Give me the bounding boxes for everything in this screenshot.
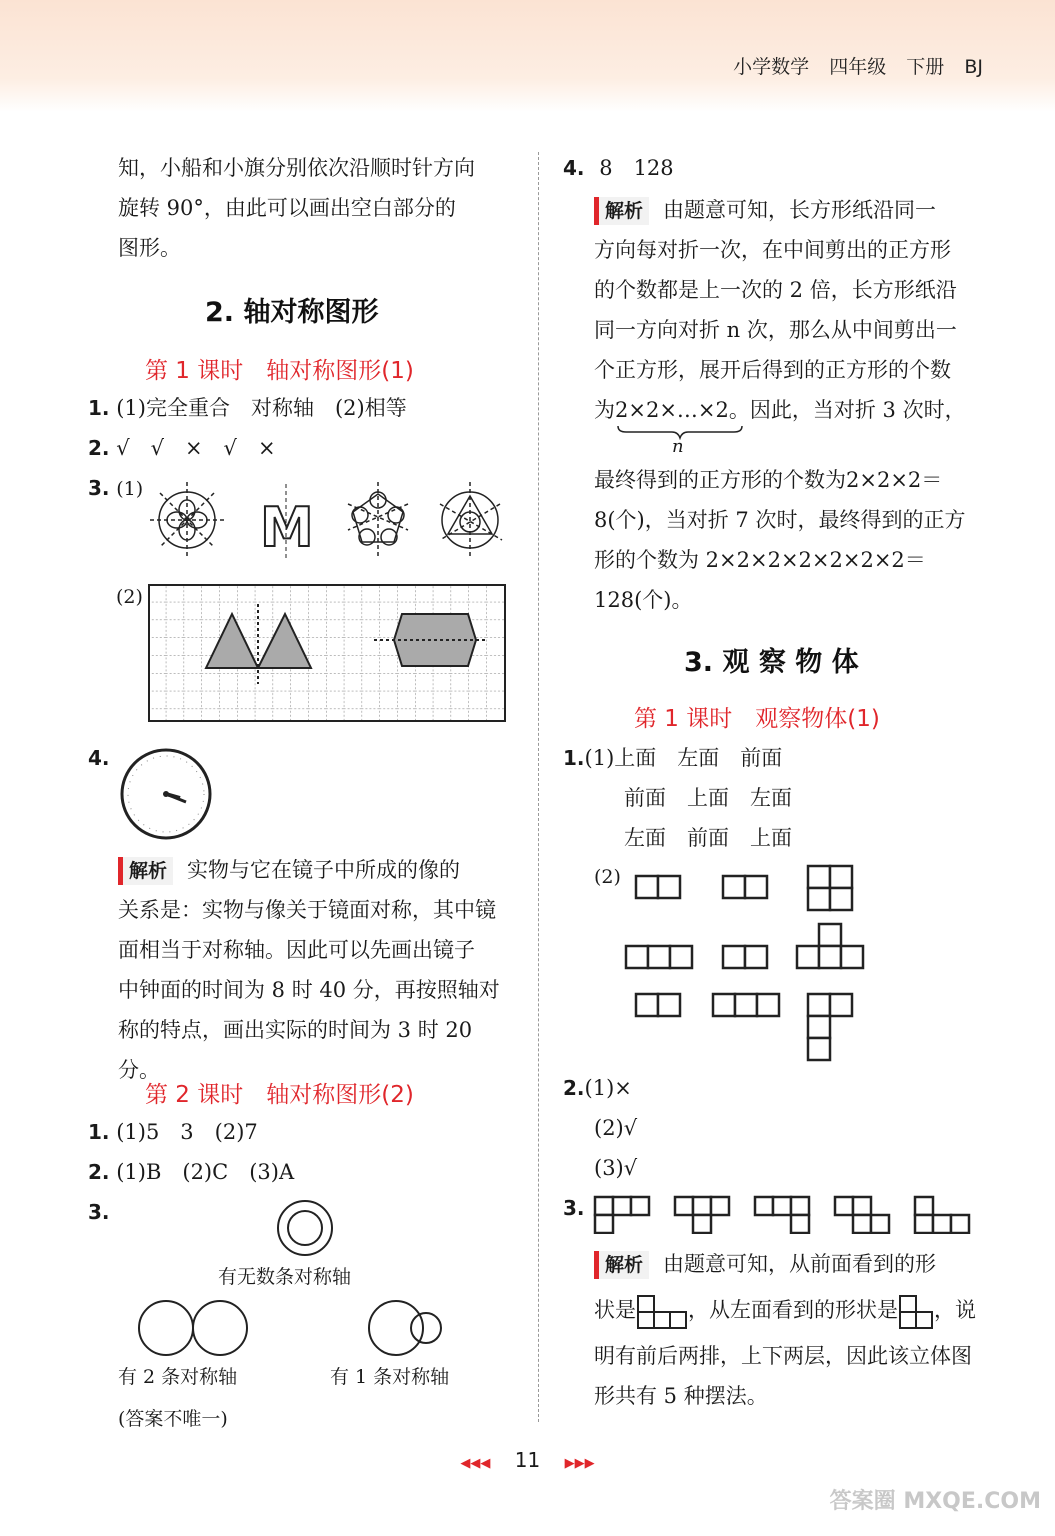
analysis-line: 方向每对折一次，在中间剪出的正方形: [594, 238, 951, 262]
brace-label: n: [672, 436, 684, 457]
caption-two: 有 2 条对称轴: [118, 1366, 238, 1388]
answer-row: (3)√: [594, 1156, 638, 1180]
answer-text: 8 128: [599, 156, 674, 180]
two-circles: [136, 1296, 252, 1360]
analysis-line: 个正方形，展开后得到的正方形的个数: [594, 358, 951, 382]
triangle-circle-figure: [440, 482, 502, 558]
analysis-text: ，从左面看到的形状是: [688, 1298, 898, 1322]
view-shapes: [620, 862, 880, 1062]
front-view-shape: [636, 1295, 688, 1329]
l2-question-1: [88, 1112, 258, 1152]
l2-question-3: [88, 1192, 110, 1232]
r-question-1: [563, 738, 782, 778]
formula: 2×2×…×2: [615, 398, 729, 422]
grid-figure: [148, 584, 508, 724]
question-number: 4.: [88, 746, 110, 770]
right-question-4: [563, 148, 674, 188]
question-number: 2.: [563, 1076, 585, 1100]
column-divider: [538, 152, 539, 1422]
analysis-line: 面相当于对称轴。因此可以先画出镜子: [118, 938, 475, 962]
answer-text: (1)5 3 (2)7: [116, 1120, 258, 1144]
part-label: (2): [116, 586, 143, 608]
analysis-text: 状是: [594, 1298, 636, 1322]
analysis-line: 由题意可知，从前面看到的形: [663, 1252, 937, 1276]
question-2: [88, 428, 276, 468]
analysis-block-right: [594, 190, 994, 430]
answer-text: (1)完全重合 对称轴 (2)相等: [116, 396, 407, 420]
analysis-block: [118, 850, 518, 1090]
question-number: 2.: [88, 436, 110, 460]
question-4: [88, 738, 110, 778]
analysis-line: 实物与它在镜子中所成的像的: [187, 858, 461, 882]
l2-question-2: [88, 1152, 294, 1192]
question-1: [88, 388, 407, 428]
analysis-line: 明有前后两排，上下两层，因此该立体图: [594, 1344, 972, 1368]
question-number: 2.: [88, 1160, 110, 1184]
question-3: [88, 468, 143, 509]
letter-m-figure: [260, 484, 314, 559]
r-question-2: [563, 1068, 632, 1108]
symmetry-figures: [150, 482, 520, 562]
analysis-line: 形共有 5 种摆法。: [594, 1384, 768, 1408]
question-number: 4.: [563, 156, 585, 180]
answer-row: 前面 上面 左面: [624, 786, 792, 810]
formula-prefix: 为: [594, 398, 615, 422]
next-arrows-icon: ▶▶▶: [564, 1456, 595, 1471]
section-title: 3. 观 察 物 体: [684, 647, 859, 678]
analysis-line: 中钟面的时间为 8 时 40 分，再按照轴对: [118, 978, 500, 1002]
analysis-line: 由题意可知，长方形纸沿同一: [663, 198, 937, 222]
analysis-line: 称的特点，画出实际的时间为 3 时 20 分。: [118, 1018, 473, 1082]
edition: BJ: [964, 56, 983, 78]
subject: 小学数学: [733, 56, 810, 78]
arrangement-shapes: [592, 1194, 982, 1234]
concentric-circles: [270, 1198, 340, 1258]
svg-text:M: M: [260, 496, 314, 559]
answer-text: √ √ × √ ×: [116, 436, 276, 460]
question-number: 3.: [563, 1196, 585, 1220]
prev-arrows-icon: ◀◀◀: [460, 1456, 491, 1471]
lesson-title: 第 1 课时 观察物体(1): [634, 706, 880, 732]
clock-face: [118, 748, 218, 842]
analysis-tag: 解析: [118, 857, 173, 885]
page-footer: [0, 1448, 1055, 1472]
answer-row: 左面 前面 上面: [624, 826, 792, 850]
analysis-tag: 解析: [594, 197, 649, 225]
analysis-tag: 解析: [594, 1251, 649, 1279]
flower-circle-figure: [150, 482, 224, 558]
analysis-line: 的个数都是上一次的 2 倍，长方形纸沿: [594, 278, 957, 302]
analysis-line: 8(个)，当对折 7 次时，最终得到的正方: [594, 508, 966, 532]
caption-one: 有 1 条对称轴: [330, 1366, 450, 1388]
intro-line: 旋转 90°，由此可以画出空白部分的: [118, 196, 456, 220]
grade: 四年级: [829, 56, 887, 78]
r-question-3: [563, 1188, 585, 1228]
lesson-title: 第 2 课时 轴对称图形(2): [145, 1082, 414, 1108]
intro-text: [118, 148, 475, 268]
analysis-line: 形的个数为 2×2×2×2×2×2×2＝: [594, 548, 926, 572]
analysis-line-shapes: [594, 1290, 976, 1330]
question-number: 3.: [88, 1200, 110, 1224]
analysis-block-right-cont: [594, 460, 994, 620]
intro-line: 知，小船和小旗分别依次沿顺时针方向: [118, 156, 475, 180]
analysis-text: ，说: [934, 1298, 976, 1322]
formula-suffix: 。因此，当对折 3 次时，: [728, 398, 966, 422]
question-number: 3.: [88, 476, 110, 500]
analysis-block-3: [594, 1244, 994, 1284]
answer-row: (2)√: [594, 1116, 638, 1140]
left-view-shape: [898, 1295, 934, 1329]
answer-row: (1)上面 左面 前面: [584, 746, 783, 770]
analysis-line: 最终得到的正方形的个数为2×2×2＝: [594, 468, 943, 492]
analysis-line: 关系是：实物与像关于镜面对称，其中镜: [118, 898, 496, 922]
volume: 下册: [906, 56, 945, 78]
overlapping-circles: [364, 1296, 454, 1360]
pentagon-flower-figure: [348, 482, 408, 558]
caption-infinite: 有无数条对称轴: [218, 1266, 352, 1288]
book-info: [733, 52, 983, 79]
page-number: 11: [514, 1448, 541, 1472]
analysis-line: 128(个)。: [594, 588, 693, 612]
section-title: 2. 轴对称图形: [205, 297, 379, 328]
question-number: 1.: [88, 1120, 110, 1144]
watermark: 答案圈 MXQE.COM: [829, 1489, 1041, 1514]
answer-note: (答案不唯一): [118, 1408, 228, 1430]
part-label: (1): [116, 478, 144, 500]
answer-text: (1)B (2)C (3)A: [116, 1160, 295, 1184]
part-label: (2): [594, 866, 621, 888]
lesson-title: 第 1 课时 轴对称图形(1): [145, 358, 414, 384]
answer-row: (1)×: [584, 1076, 632, 1100]
intro-line: 图形。: [118, 236, 181, 260]
question-number: 1.: [88, 396, 110, 420]
analysis-line: 同一方向对折 n 次，那么从中间剪出一: [594, 318, 957, 342]
question-number: 1.: [563, 746, 585, 770]
